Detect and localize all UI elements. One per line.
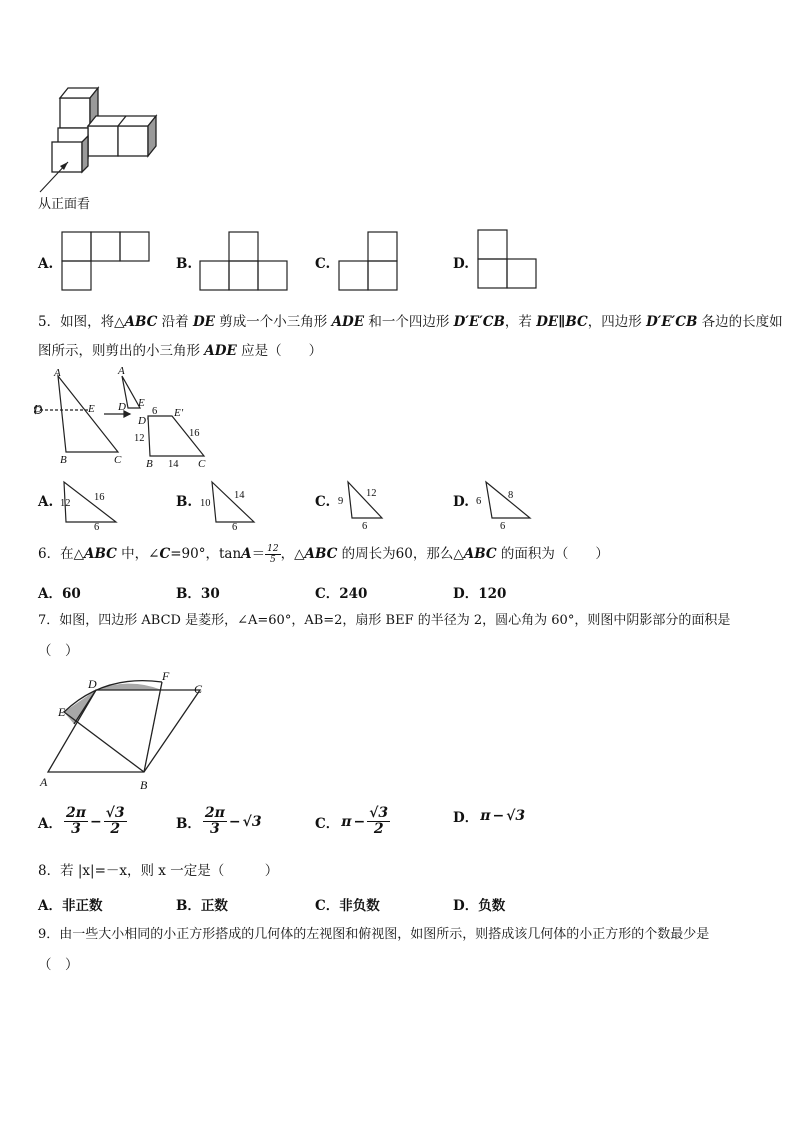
q5-label-c: C: [114, 454, 122, 466]
q5-len-16: 16: [189, 428, 200, 439]
q7-label-c: C: [194, 682, 203, 696]
q8-option-d: D．负数: [453, 898, 506, 914]
q8-option-a: A．非正数: [38, 898, 103, 914]
q5-c-right: 12: [366, 488, 377, 499]
q6-option-b: B．30: [176, 586, 220, 602]
q5-d-left: 6: [476, 496, 482, 507]
q5-a-bottom: 6: [94, 522, 100, 532]
q6-option-d: D．120: [453, 586, 507, 602]
q4-option-d-figure: [476, 228, 540, 292]
q5-option-a-figure: [56, 474, 122, 532]
q5-line2: 图所示，则剪出的小三角形 ADE 应是（ ）: [38, 343, 323, 359]
q5-d-bottom: 6: [500, 521, 506, 532]
q5-option-c-label: C.: [315, 494, 331, 510]
q5-a-left: 12: [60, 498, 71, 509]
q4-option-b-label: B.: [176, 256, 193, 272]
q4-option-c-figure: [337, 230, 401, 292]
q5-option-a-label: A.: [38, 494, 54, 510]
q5-b-right: 14: [234, 490, 245, 501]
q5-option-c-figure: [334, 474, 394, 532]
q4-option-a-figure: [60, 230, 154, 292]
q5-option-d-label: D.: [453, 494, 469, 510]
q7-label-d: D: [88, 677, 97, 691]
q5-label-a2: A: [118, 365, 125, 377]
q5-label-d: D: [34, 403, 42, 415]
q4-option-a-label: A.: [38, 256, 54, 272]
q7-option-b: B． $\frac{2\pi}{3}$ − √3: [176, 805, 262, 837]
q6-option-a: A．60: [38, 586, 81, 602]
q7-line2: （ ）: [38, 643, 79, 659]
q7-label-a: A: [40, 775, 48, 789]
q5-label-eprime: E′: [174, 407, 184, 419]
q8-question: 8．若 |x|=－x，则 x 一定是（ ）: [38, 863, 279, 879]
q5-label-b: B: [60, 454, 67, 466]
q7-rhombus-figure: [34, 668, 234, 794]
q5-line1: 5．如图，将△ABC 沿着 DE 剪成一个小三角形 ADE 和一个四边形 D′E′CB，若 DE∥BC，四边形 D′E′CB 各边的长度如: [38, 314, 783, 330]
q9-line1: 9．由一些大小相同的小正方形搭成的几何体的左视图和俯视图，如图所示，则搭成该几何体的小正方形的个数最少是: [38, 927, 710, 942]
q7-label-e: E: [58, 705, 66, 719]
q5-label-e2: E: [138, 397, 145, 409]
q5-c-left: 9: [338, 496, 344, 507]
q7-option-d: D． π − √3: [453, 808, 526, 826]
front-view-caption: 从正面看: [38, 197, 91, 212]
q5-label-b2: B: [146, 458, 153, 470]
q5-label-c2: C: [198, 458, 206, 470]
q4-option-c-label: C.: [315, 256, 331, 272]
q5-main-figure: [34, 364, 224, 472]
q5-option-b-figure: [196, 474, 262, 532]
q4-option-d-label: D.: [453, 256, 469, 272]
q5-option-b-label: B.: [176, 494, 193, 510]
q4-option-b-figure: [198, 230, 292, 292]
q5-b-bottom: 6: [232, 522, 238, 532]
q5-len-12: 12: [134, 433, 145, 444]
q7-label-f: F: [162, 669, 170, 683]
q6-question: 6．在△ABC 中，∠C=90°，tanA＝ $\frac{12}{5}$ ，△ABC 的周长为60，那么△ABC 的面积为（ ）: [38, 544, 609, 565]
q5-label-d2: D: [118, 401, 126, 413]
q5-label-e: E: [88, 403, 95, 415]
q5-len-14: 14: [168, 459, 179, 470]
q5-b-left: 10: [200, 498, 211, 509]
q5-d-right: 8: [508, 490, 514, 501]
q7-option-c: C． π − $\frac{√3}{2}$: [315, 805, 389, 837]
q5-len-6: 6: [152, 406, 158, 417]
q6-option-c: C．240: [315, 586, 368, 602]
q5-option-d-figure: [472, 474, 536, 532]
q7-label-b: B: [140, 778, 148, 792]
q7-option-a: A． $\frac{2\pi}{3}$ − $\frac{√3}{2}$: [38, 805, 125, 837]
q5-c-bottom: 6: [362, 521, 368, 532]
q8-option-b: B．正数: [176, 898, 228, 914]
q5-label-a: A: [54, 367, 61, 379]
q7-line1: 7．如图，四边形 ABCD 是菱形，∠A=60°，AB=2，扇形 BEF 的半径为 2，圆心角为 60°，则图中阴影部分的面积是: [38, 613, 731, 628]
q5-label-dprime: D′: [138, 415, 149, 427]
q8-option-c: C．非负数: [315, 898, 380, 914]
q9-line2: （ ）: [38, 957, 79, 973]
q5-a-right: 16: [94, 492, 105, 503]
